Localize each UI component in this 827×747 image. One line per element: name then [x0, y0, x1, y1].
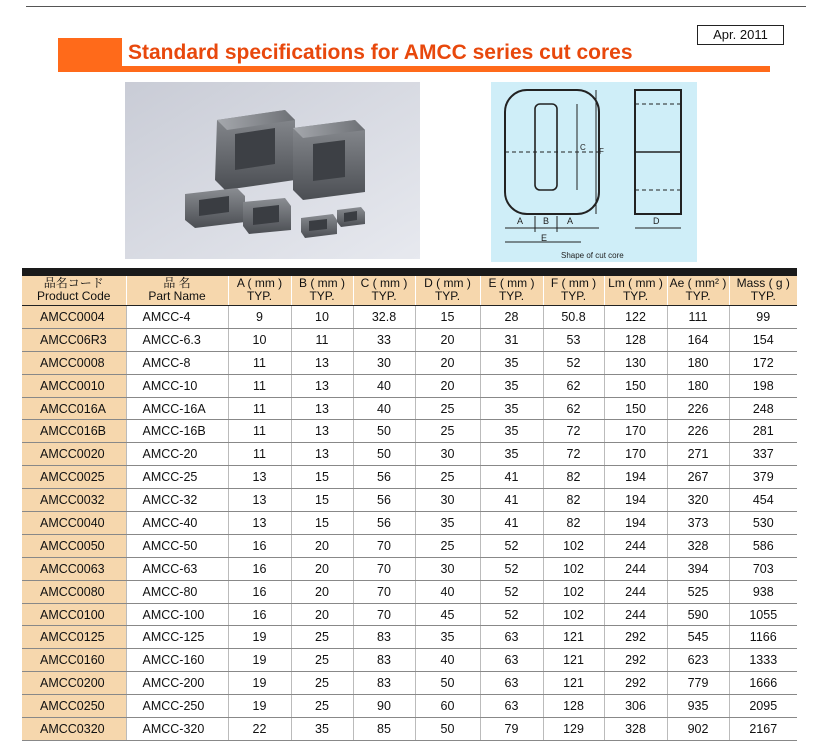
- cell-e: 35: [480, 351, 543, 374]
- cell-f: 53: [543, 328, 604, 351]
- cell-b: 13: [291, 374, 353, 397]
- cell-f: 50.8: [543, 306, 604, 329]
- cell-b: 20: [291, 557, 353, 580]
- cell-product-code: AMCC0320: [22, 718, 126, 741]
- cell-ae: 590: [667, 603, 729, 626]
- cell-ae: 623: [667, 649, 729, 672]
- dim-label-c: C: [580, 143, 586, 152]
- cell-b: 10: [291, 306, 353, 329]
- cell-e: 52: [480, 557, 543, 580]
- cell-ae: 111: [667, 306, 729, 329]
- cell-b: 15: [291, 466, 353, 489]
- cell-a: 16: [228, 603, 291, 626]
- cell-a: 9: [228, 306, 291, 329]
- cell-a: 13: [228, 512, 291, 535]
- cell-part-name: AMCC-250: [126, 695, 228, 718]
- cell-a: 19: [228, 672, 291, 695]
- cell-b: 13: [291, 420, 353, 443]
- cell-f: 82: [543, 466, 604, 489]
- cell-c: 50: [353, 443, 415, 466]
- cell-e: 28: [480, 306, 543, 329]
- cell-mass: 703: [729, 557, 797, 580]
- cell-a: 16: [228, 580, 291, 603]
- cell-d: 30: [415, 489, 480, 512]
- cell-c: 70: [353, 580, 415, 603]
- table-row: [22, 420, 797, 443]
- cell-f: 121: [543, 649, 604, 672]
- cell-d: 25: [415, 397, 480, 420]
- cell-f: 121: [543, 672, 604, 695]
- cell-ae: 545: [667, 626, 729, 649]
- cell-d: 35: [415, 512, 480, 535]
- cell-mass: 281: [729, 420, 797, 443]
- table-row: [22, 351, 797, 374]
- cell-d: 20: [415, 374, 480, 397]
- cell-ae: 902: [667, 718, 729, 741]
- cell-product-code: AMCC0250: [22, 695, 126, 718]
- cell-product-code: AMCC0040: [22, 512, 126, 535]
- cell-b: 13: [291, 443, 353, 466]
- table-row: [22, 512, 797, 535]
- cell-product-code: AMCC0080: [22, 580, 126, 603]
- cell-b: 25: [291, 695, 353, 718]
- cell-e: 79: [480, 718, 543, 741]
- cell-c: 70: [353, 534, 415, 557]
- cell-ae: 180: [667, 351, 729, 374]
- title-banner: [58, 38, 770, 72]
- cell-ae: 320: [667, 489, 729, 512]
- cell-c: 32.8: [353, 306, 415, 329]
- table-header-row: [22, 276, 797, 306]
- table-row: [22, 443, 797, 466]
- cell-part-name: AMCC-320: [126, 718, 228, 741]
- cell-c: 90: [353, 695, 415, 718]
- cell-c: 33: [353, 328, 415, 351]
- cell-d: 15: [415, 306, 480, 329]
- cell-e: 35: [480, 420, 543, 443]
- table-row: [22, 672, 797, 695]
- cell-product-code: AMCC0020: [22, 443, 126, 466]
- cell-a: 13: [228, 489, 291, 512]
- cell-product-code: AMCC016A: [22, 397, 126, 420]
- col-header-d: D ( mm ) TYP.: [415, 276, 480, 306]
- cell-f: 72: [543, 420, 604, 443]
- cell-part-name: AMCC-20: [126, 443, 228, 466]
- cell-lm: 306: [604, 695, 667, 718]
- cell-product-code: AMCC016B: [22, 420, 126, 443]
- cell-a: 19: [228, 695, 291, 718]
- cell-lm: 170: [604, 420, 667, 443]
- cell-a: 11: [228, 397, 291, 420]
- dim-label-f: F: [599, 147, 604, 156]
- cell-b: 25: [291, 649, 353, 672]
- cell-product-code: AMCC06R3: [22, 328, 126, 351]
- cell-e: 35: [480, 374, 543, 397]
- table-row: [22, 534, 797, 557]
- cell-product-code: AMCC0004: [22, 306, 126, 329]
- cell-part-name: AMCC-8: [126, 351, 228, 374]
- cell-lm: 244: [604, 603, 667, 626]
- cell-mass: 198: [729, 374, 797, 397]
- cell-part-name: AMCC-200: [126, 672, 228, 695]
- cell-f: 102: [543, 580, 604, 603]
- cell-e: 41: [480, 512, 543, 535]
- cell-b: 20: [291, 603, 353, 626]
- dim-label-e: E: [541, 233, 548, 243]
- cell-ae: 373: [667, 512, 729, 535]
- col-header-f: F ( mm ) TYP.: [543, 276, 604, 306]
- cell-product-code: AMCC0200: [22, 672, 126, 695]
- table-row: [22, 580, 797, 603]
- cell-ae: 271: [667, 443, 729, 466]
- cell-lm: 244: [604, 580, 667, 603]
- cell-ae: 267: [667, 466, 729, 489]
- diagram-caption: Shape of cut core: [561, 251, 624, 260]
- cell-lm: 194: [604, 512, 667, 535]
- cell-a: 16: [228, 557, 291, 580]
- cell-product-code: AMCC0032: [22, 489, 126, 512]
- cell-part-name: AMCC-16A: [126, 397, 228, 420]
- cell-a: 22: [228, 718, 291, 741]
- cell-product-code: AMCC0160: [22, 649, 126, 672]
- cell-c: 40: [353, 397, 415, 420]
- cell-d: 50: [415, 718, 480, 741]
- dim-label-a: A: [517, 216, 524, 226]
- cell-f: 121: [543, 626, 604, 649]
- cell-c: 83: [353, 626, 415, 649]
- table-row: [22, 306, 797, 329]
- cell-mass: 2095: [729, 695, 797, 718]
- cell-c: 30: [353, 351, 415, 374]
- cell-mass: 586: [729, 534, 797, 557]
- cell-a: 16: [228, 534, 291, 557]
- cell-ae: 935: [667, 695, 729, 718]
- cell-part-name: AMCC-16B: [126, 420, 228, 443]
- cell-d: 60: [415, 695, 480, 718]
- col-header-lm: Lm ( mm ) TYP.: [604, 276, 667, 306]
- table-body: [22, 306, 797, 741]
- table-row: [22, 626, 797, 649]
- cell-f: 102: [543, 603, 604, 626]
- cell-e: 52: [480, 534, 543, 557]
- cell-a: 10: [228, 328, 291, 351]
- col-header-ae: Ae ( mm² ) TYP.: [667, 276, 729, 306]
- cell-mass: 530: [729, 512, 797, 535]
- cell-lm: 128: [604, 328, 667, 351]
- cell-lm: 194: [604, 489, 667, 512]
- page-title: Standard specifications for AMCC series cut cores: [128, 41, 633, 64]
- cell-c: 56: [353, 512, 415, 535]
- cell-part-name: AMCC-160: [126, 649, 228, 672]
- cell-part-name: AMCC-25: [126, 466, 228, 489]
- cell-lm: 150: [604, 397, 667, 420]
- cell-product-code: AMCC0010: [22, 374, 126, 397]
- cell-lm: 130: [604, 351, 667, 374]
- col-header-b: B ( mm ) TYP.: [291, 276, 353, 306]
- col-header-c: C ( mm ) TYP.: [353, 276, 415, 306]
- cell-c: 70: [353, 603, 415, 626]
- cell-f: 72: [543, 443, 604, 466]
- cell-f: 128: [543, 695, 604, 718]
- cell-e: 41: [480, 489, 543, 512]
- cell-f: 62: [543, 397, 604, 420]
- cell-mass: 938: [729, 580, 797, 603]
- cell-ae: 180: [667, 374, 729, 397]
- cell-product-code: AMCC0025: [22, 466, 126, 489]
- cell-part-name: AMCC-32: [126, 489, 228, 512]
- cell-mass: 99: [729, 306, 797, 329]
- cell-mass: 1333: [729, 649, 797, 672]
- cell-a: 11: [228, 351, 291, 374]
- cell-mass: 379: [729, 466, 797, 489]
- dim-label-d: D: [653, 216, 660, 226]
- cell-d: 40: [415, 580, 480, 603]
- cell-part-name: AMCC-4: [126, 306, 228, 329]
- cell-a: 11: [228, 443, 291, 466]
- cell-f: 62: [543, 374, 604, 397]
- cell-a: 13: [228, 466, 291, 489]
- col-header-product-code: 品名コード Product Code: [22, 276, 126, 306]
- cell-lm: 328: [604, 718, 667, 741]
- spec-table: [22, 268, 797, 741]
- cell-e: 63: [480, 695, 543, 718]
- col-header-e: E ( mm ) TYP.: [480, 276, 543, 306]
- cell-part-name: AMCC-63: [126, 557, 228, 580]
- table-row: [22, 397, 797, 420]
- cell-part-name: AMCC-10: [126, 374, 228, 397]
- cell-part-name: AMCC-100: [126, 603, 228, 626]
- cell-e: 63: [480, 672, 543, 695]
- cell-c: 83: [353, 672, 415, 695]
- table-row: [22, 328, 797, 351]
- table-row: [22, 695, 797, 718]
- dim-label-a2: A: [567, 216, 574, 226]
- cell-b: 20: [291, 534, 353, 557]
- dim-label-b: B: [543, 216, 550, 226]
- cell-mass: 337: [729, 443, 797, 466]
- cell-f: 52: [543, 351, 604, 374]
- cell-part-name: AMCC-40: [126, 512, 228, 535]
- col-header-mass: Mass ( g ) TYP.: [729, 276, 797, 306]
- cell-ae: 226: [667, 420, 729, 443]
- cell-lm: 122: [604, 306, 667, 329]
- cell-product-code: AMCC0100: [22, 603, 126, 626]
- date-label: Apr. 2011: [697, 25, 784, 45]
- cell-c: 83: [353, 649, 415, 672]
- cell-e: 52: [480, 603, 543, 626]
- cell-f: 102: [543, 557, 604, 580]
- col-header-a: A ( mm ) TYP.: [228, 276, 291, 306]
- cell-a: 19: [228, 626, 291, 649]
- cell-e: 31: [480, 328, 543, 351]
- cell-b: 11: [291, 328, 353, 351]
- cell-d: 45: [415, 603, 480, 626]
- cell-mass: 154: [729, 328, 797, 351]
- table-row: [22, 466, 797, 489]
- cell-c: 85: [353, 718, 415, 741]
- cell-e: 35: [480, 443, 543, 466]
- cell-ae: 525: [667, 580, 729, 603]
- cell-ae: 779: [667, 672, 729, 695]
- cell-mass: 454: [729, 489, 797, 512]
- cell-d: 25: [415, 420, 480, 443]
- cell-d: 20: [415, 328, 480, 351]
- cell-d: 30: [415, 557, 480, 580]
- cell-lm: 170: [604, 443, 667, 466]
- cell-c: 40: [353, 374, 415, 397]
- cell-product-code: AMCC0008: [22, 351, 126, 374]
- table-row: [22, 489, 797, 512]
- cell-d: 40: [415, 649, 480, 672]
- cell-f: 129: [543, 718, 604, 741]
- cell-product-code: AMCC0050: [22, 534, 126, 557]
- table-row: [22, 557, 797, 580]
- cell-mass: 172: [729, 351, 797, 374]
- cell-a: 19: [228, 649, 291, 672]
- cell-f: 102: [543, 534, 604, 557]
- cell-b: 13: [291, 397, 353, 420]
- cell-mass: 1166: [729, 626, 797, 649]
- cell-product-code: AMCC0063: [22, 557, 126, 580]
- cell-e: 63: [480, 626, 543, 649]
- cell-c: 50: [353, 420, 415, 443]
- cell-e: 52: [480, 580, 543, 603]
- cell-part-name: AMCC-6.3: [126, 328, 228, 351]
- cell-f: 82: [543, 489, 604, 512]
- cell-d: 20: [415, 351, 480, 374]
- cell-part-name: AMCC-125: [126, 626, 228, 649]
- cell-e: 63: [480, 649, 543, 672]
- cell-mass: 2167: [729, 718, 797, 741]
- cell-e: 41: [480, 466, 543, 489]
- cell-b: 20: [291, 580, 353, 603]
- cell-e: 35: [480, 397, 543, 420]
- cut-core-diagram: [491, 82, 697, 262]
- cell-ae: 328: [667, 534, 729, 557]
- cell-d: 35: [415, 626, 480, 649]
- title-accent-underline: [58, 66, 770, 72]
- cell-d: 30: [415, 443, 480, 466]
- cell-part-name: AMCC-80: [126, 580, 228, 603]
- product-photo: [125, 82, 420, 259]
- cell-a: 11: [228, 374, 291, 397]
- table-row: [22, 603, 797, 626]
- cell-d: 25: [415, 534, 480, 557]
- table-row: [22, 374, 797, 397]
- top-rule: [26, 6, 806, 7]
- cell-lm: 244: [604, 557, 667, 580]
- cell-d: 25: [415, 466, 480, 489]
- cell-c: 56: [353, 466, 415, 489]
- cell-b: 15: [291, 512, 353, 535]
- table-top-bar: [22, 268, 797, 276]
- cell-f: 82: [543, 512, 604, 535]
- cell-ae: 226: [667, 397, 729, 420]
- cell-c: 56: [353, 489, 415, 512]
- table-row: [22, 718, 797, 741]
- cell-product-code: AMCC0125: [22, 626, 126, 649]
- cell-mass: 248: [729, 397, 797, 420]
- cell-ae: 394: [667, 557, 729, 580]
- cell-b: 25: [291, 672, 353, 695]
- cell-part-name: AMCC-50: [126, 534, 228, 557]
- table-row: [22, 649, 797, 672]
- cell-mass: 1666: [729, 672, 797, 695]
- cell-lm: 292: [604, 649, 667, 672]
- cell-lm: 292: [604, 672, 667, 695]
- cell-lm: 150: [604, 374, 667, 397]
- cell-c: 70: [353, 557, 415, 580]
- cell-lm: 292: [604, 626, 667, 649]
- cell-b: 25: [291, 626, 353, 649]
- cell-ae: 164: [667, 328, 729, 351]
- cell-d: 50: [415, 672, 480, 695]
- cell-mass: 1055: [729, 603, 797, 626]
- cell-a: 11: [228, 420, 291, 443]
- cell-lm: 244: [604, 534, 667, 557]
- col-header-part-name: 品 名 Part Name: [126, 276, 228, 306]
- cell-lm: 194: [604, 466, 667, 489]
- cell-b: 15: [291, 489, 353, 512]
- cell-b: 13: [291, 351, 353, 374]
- cell-b: 35: [291, 718, 353, 741]
